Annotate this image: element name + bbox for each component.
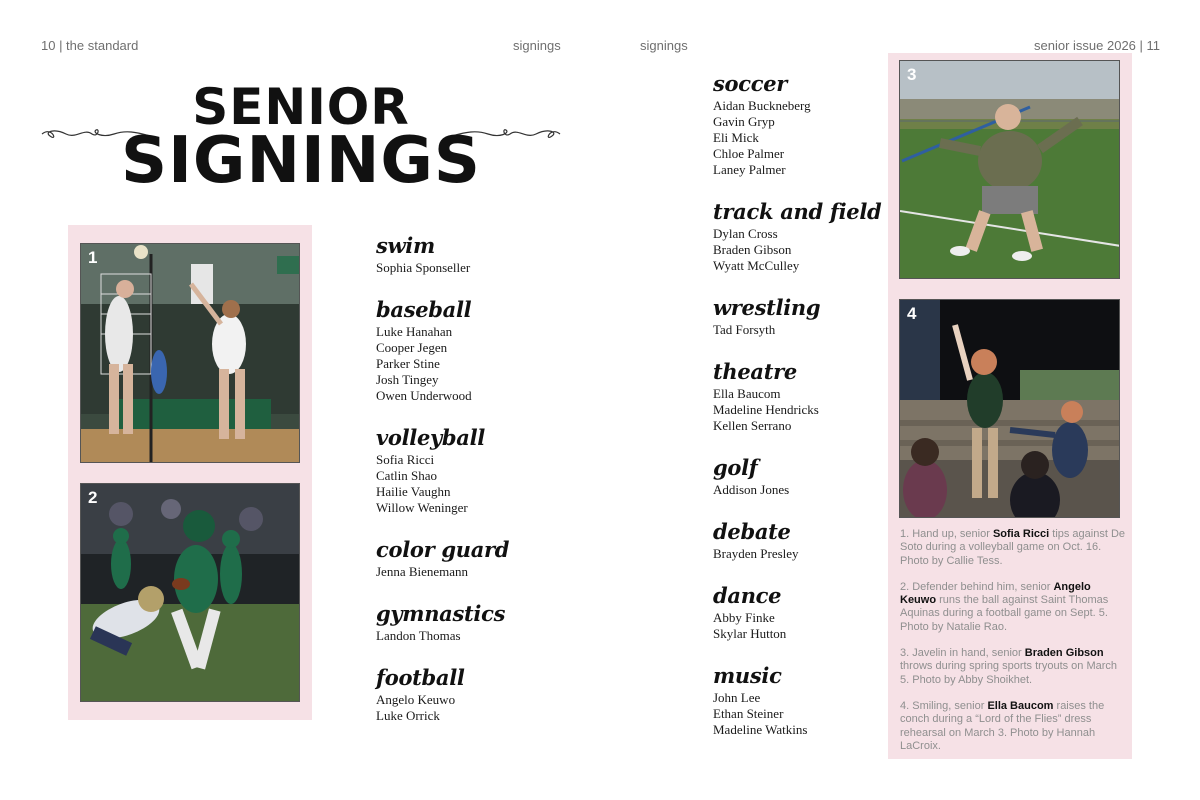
athlete-name: Sophia Sponseller (376, 260, 471, 275)
athlete-list (376, 260, 470, 276)
athlete-name: Chloe Palmer (713, 146, 785, 161)
athlete-list (376, 324, 472, 404)
athlete-name: Eli Mick (713, 130, 759, 145)
photo-number: 3 (907, 65, 917, 84)
athlete-list (713, 610, 786, 642)
athlete-name: John Lee (713, 690, 761, 705)
athlete-name: Addison Jones (713, 482, 790, 497)
athlete-list (713, 482, 789, 498)
sport-heading: debate (713, 519, 791, 544)
sport-group-swim (376, 234, 470, 276)
athlete-name: Braden Gibson (713, 242, 792, 257)
athlete-name: Cooper Jegen (376, 340, 448, 355)
athlete-list (713, 690, 807, 738)
sport-group-color-guard (376, 538, 509, 580)
sport-group-baseball (376, 298, 472, 404)
athlete-list (713, 546, 799, 562)
athlete-name: Owen Underwood (376, 388, 472, 403)
caption-text: runs the ball against Saint Thomas Aquinas during a football game on Sept. 5. Photo by Natalie Rao. (900, 594, 1109, 633)
sport-group-dance (713, 584, 786, 642)
athlete-name: Josh Tingey (376, 372, 439, 387)
athlete-name: Aidan Buckneberg (713, 98, 811, 113)
athlete-list (713, 98, 811, 178)
athlete-name: Parker Stine (376, 356, 440, 371)
caption-subject-name: Sofia Ricci (992, 528, 1050, 540)
photo-volleyball (80, 243, 300, 463)
sport-heading: music (713, 663, 782, 688)
photo-theatre (899, 299, 1120, 518)
athlete-name: Angelo Keuwo (376, 692, 456, 707)
sport-heading: color guard (376, 537, 510, 562)
sport-heading: track and field (713, 199, 882, 224)
sport-group-wrestling (713, 296, 820, 338)
athlete-name: Skylar Hutton (713, 626, 787, 641)
page-title (40, 78, 562, 198)
photo-captions (900, 528, 1126, 766)
athlete-name: Kellen Serrano (713, 418, 792, 433)
athlete-name: Willow Weninger (376, 500, 468, 515)
sport-heading: gymnastics (376, 601, 506, 626)
athlete-name: Gavin Gryp (713, 114, 775, 129)
sport-group-gymnastics (376, 602, 505, 644)
sport-group-football (376, 666, 465, 724)
sport-heading: wrestling (713, 295, 821, 320)
sport-group-music (713, 664, 807, 738)
caption-text: throws during spring sports tryouts on March 5. Photo by Abby Shoikhet. (900, 660, 1118, 686)
athlete-name: Tad Forsyth (713, 322, 776, 337)
athlete-name: Ethan Steiner (713, 706, 784, 721)
sport-group-track-and-field (713, 200, 881, 274)
athlete-list (376, 628, 505, 644)
athlete-name: Hailie Vaughn (376, 484, 451, 499)
sport-group-golf (713, 456, 789, 498)
caption-3 (900, 647, 1126, 687)
sport-group-soccer (713, 72, 811, 178)
athlete-list (713, 322, 820, 338)
page-folio-right: senior issue 2026 | 11 (1034, 38, 1160, 53)
caption-subject-name: Angelo Keuwo (900, 580, 1091, 607)
caption-2 (900, 581, 1126, 634)
caption-4 (900, 700, 1126, 753)
athlete-name: Catlin Shao (376, 468, 438, 483)
sport-group-volleyball (376, 426, 485, 516)
athlete-name: Jenna Bienemann (376, 564, 469, 579)
athlete-name: Madeline Hendricks (713, 402, 819, 417)
sport-heading: swim (376, 233, 435, 258)
caption-text: 4. Smiling, senior (900, 699, 988, 712)
athlete-list (376, 564, 509, 580)
sport-heading: dance (713, 583, 782, 608)
section-label-right: signings (640, 38, 688, 53)
caption-subject-name: Braden Gibson (1024, 647, 1104, 660)
athlete-name: Madeline Watkins (713, 722, 808, 737)
caption-text: 2. Defender behind him, senior (900, 580, 1054, 593)
sport-group-theatre (713, 360, 819, 434)
sport-heading: soccer (713, 71, 788, 96)
caption-text: 3. Javelin in hand, senior (900, 647, 1025, 660)
sport-heading: volleyball (376, 425, 485, 450)
sport-heading: baseball (376, 297, 472, 322)
page-folio-left: 10 | the standard (41, 38, 139, 53)
athlete-list (376, 692, 465, 724)
caption-text: 1. Hand up, senior (900, 528, 993, 540)
caption-subject-name: Ella Baucom (987, 699, 1054, 712)
sport-heading: football (376, 665, 465, 690)
sport-group-debate (713, 520, 799, 562)
photo-number: 1 (88, 248, 98, 267)
photo-number: 4 (907, 304, 917, 323)
athlete-name: Wyatt McCulley (713, 258, 800, 273)
athlete-name: Abby Finke (713, 610, 775, 625)
athlete-name: Sofia Ricci (376, 452, 435, 467)
athlete-name: Dylan Cross (713, 226, 778, 241)
athlete-name: Luke Orrick (376, 708, 440, 723)
athlete-name: Laney Palmer (713, 162, 786, 177)
photo-football (80, 483, 300, 702)
caption-text: tips against De Soto during a volleyball game on Oct. 16. Photo by Callie Tess. (900, 528, 1126, 567)
athlete-name: Luke Hanahan (376, 324, 453, 339)
photo-javelin (899, 60, 1120, 279)
caption-1 (900, 528, 1126, 568)
title-line-signings: SIGNINGS (121, 124, 481, 198)
athlete-list (713, 226, 881, 274)
section-label-left: signings (513, 38, 561, 53)
sport-heading: theatre (713, 359, 797, 384)
athlete-name: Ella Baucom (713, 386, 781, 401)
title-line-senior: SENIOR (192, 78, 410, 136)
athlete-name: Landon Thomas (376, 628, 461, 643)
athlete-list (713, 386, 819, 434)
photo-number: 2 (88, 488, 98, 507)
caption-text: raises the conch during a “Lord of the Flies” dress rehearsal on March 3. Photo by Hannah LaCroix. (900, 699, 1105, 752)
sport-heading: golf (713, 455, 758, 480)
athlete-list (376, 452, 485, 516)
athlete-name: Brayden Presley (713, 546, 799, 561)
